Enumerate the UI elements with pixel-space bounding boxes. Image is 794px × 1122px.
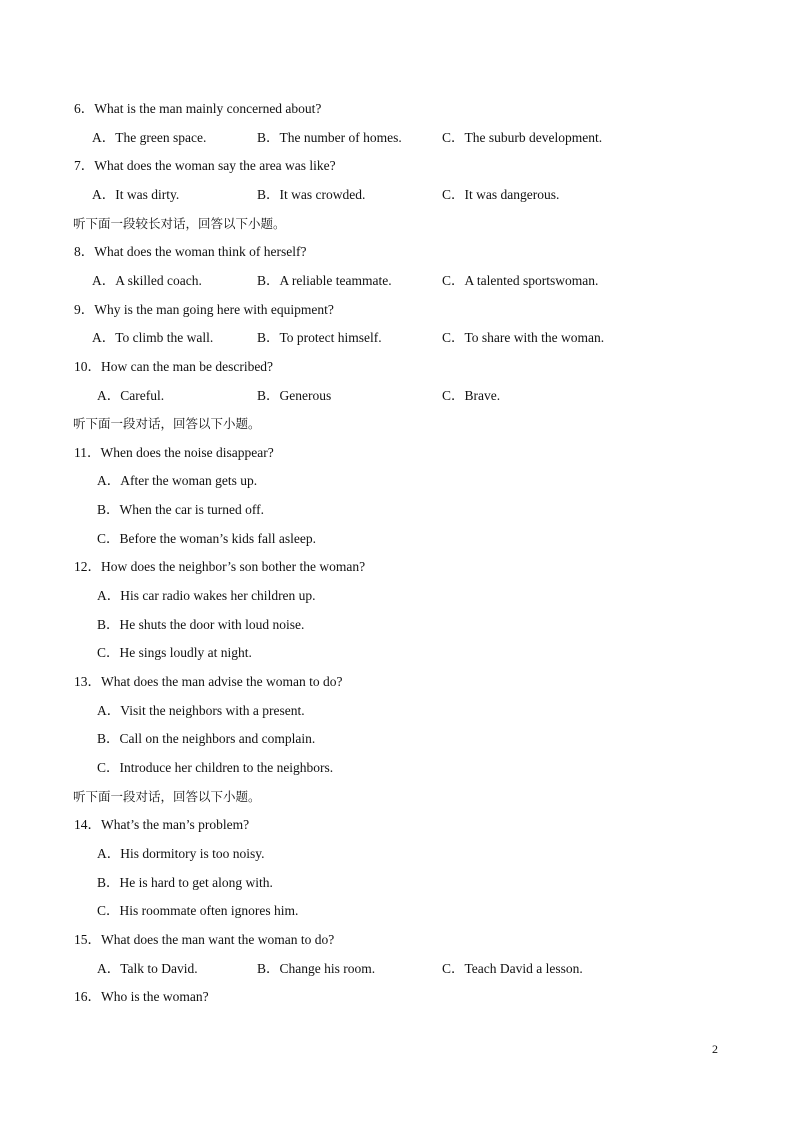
option-b: B．Change his room. — [257, 960, 376, 976]
option-c: C．To share with the woman. — [442, 330, 605, 346]
option-line — [0, 586, 794, 606]
option-c: C．It was dangerous. — [442, 186, 560, 202]
option-b: B．To protect himself. — [257, 330, 382, 346]
question-text: 11．When does the noise disappear? — [74, 444, 274, 460]
option-text: C．Before the woman’s kids fall asleep. — [97, 530, 316, 546]
section-instruction — [0, 414, 794, 434]
question-line — [0, 443, 794, 463]
question-text: 12．How does the neighbor’s son bother the woman? — [74, 559, 366, 575]
option-text: A．After the woman gets up. — [97, 473, 258, 489]
option-text: C．He sings loudly at night. — [97, 645, 252, 661]
option-text: A．Visit the neighbors with a present. — [97, 702, 305, 718]
option-line — [0, 701, 794, 721]
option-b: B．It was crowded. — [257, 186, 366, 202]
question-line — [0, 987, 794, 1007]
question-line — [0, 672, 794, 692]
section-instruction-text: 听下面一段较长对话，回答以下小题。 — [73, 215, 286, 231]
option-a: A．A skilled coach. — [92, 272, 202, 288]
option-line — [0, 500, 794, 520]
question-text: 14．What’s the man’s problem? — [74, 817, 250, 833]
option-b: B．Generous — [257, 387, 332, 403]
section-instruction-text: 听下面一段对话，回答以下小题。 — [73, 416, 261, 432]
question-line — [0, 99, 794, 119]
option-c: C．A talented sportswoman. — [442, 272, 599, 288]
question-text: 15．What does the man want the woman to do? — [74, 931, 335, 947]
option-b: B．A reliable teammate. — [257, 272, 392, 288]
option-text: B．He is hard to get along with. — [97, 874, 273, 890]
option-c: C．Brave. — [442, 387, 501, 403]
option-a: A．Careful. — [97, 387, 165, 403]
option-b: B．The number of homes. — [257, 129, 402, 145]
options-row — [0, 271, 794, 291]
option-line — [0, 844, 794, 864]
question-text: 6．What is the man mainly concerned about? — [74, 101, 322, 116]
question-text: 10．How can the man be described? — [74, 358, 274, 374]
options-row — [0, 128, 794, 148]
option-text: B．When the car is turned off. — [97, 502, 264, 518]
option-line — [0, 758, 794, 778]
option-line — [0, 873, 794, 893]
option-line — [0, 615, 794, 635]
option-line — [0, 901, 794, 921]
section-instruction — [0, 787, 794, 807]
page-number: 2 — [712, 1042, 718, 1056]
option-a: A．Talk to David. — [97, 960, 198, 976]
question-line — [0, 357, 794, 377]
option-text: A．His car radio wakes her children up. — [97, 588, 316, 603]
option-text: B．He shuts the door with loud noise. — [97, 616, 305, 632]
question-text: 16．Who is the woman? — [74, 989, 209, 1005]
question-line — [0, 930, 794, 950]
option-text: C．Introduce her children to the neighbors. — [97, 759, 334, 775]
question-line — [0, 242, 794, 262]
question-text: 9．Why is the man going here with equipment? — [74, 301, 334, 317]
option-text: A．His dormitory is too noisy. — [97, 845, 265, 861]
section-instruction — [0, 214, 794, 234]
option-line — [0, 471, 794, 491]
question-text: 13．What does the man advise the woman to do? — [74, 674, 343, 689]
question-line — [0, 300, 794, 320]
options-row — [0, 328, 794, 348]
section-instruction-text: 听下面一段对话，回答以下小题。 — [73, 788, 261, 804]
options-row — [0, 185, 794, 205]
option-line — [0, 529, 794, 549]
option-text: B．Call on the neighbors and complain. — [97, 731, 316, 747]
options-row — [0, 959, 794, 979]
options-row — [0, 386, 794, 406]
option-a: A．It was dirty. — [92, 186, 180, 202]
option-line — [0, 729, 794, 749]
question-text: 8．What does the woman think of herself? — [74, 244, 307, 260]
option-a: A．To climb the wall. — [92, 330, 214, 346]
option-c: C．Teach David a lesson. — [442, 960, 583, 976]
option-line — [0, 643, 794, 663]
question-line — [0, 815, 794, 835]
option-a: A．The green space. — [92, 129, 207, 145]
question-line — [0, 557, 794, 577]
question-line — [0, 156, 794, 176]
question-text: 7．What does the woman say the area was like? — [74, 158, 336, 174]
option-text: C．His roommate often ignores him. — [97, 903, 299, 919]
option-c: C．The suburb development. — [442, 129, 603, 145]
